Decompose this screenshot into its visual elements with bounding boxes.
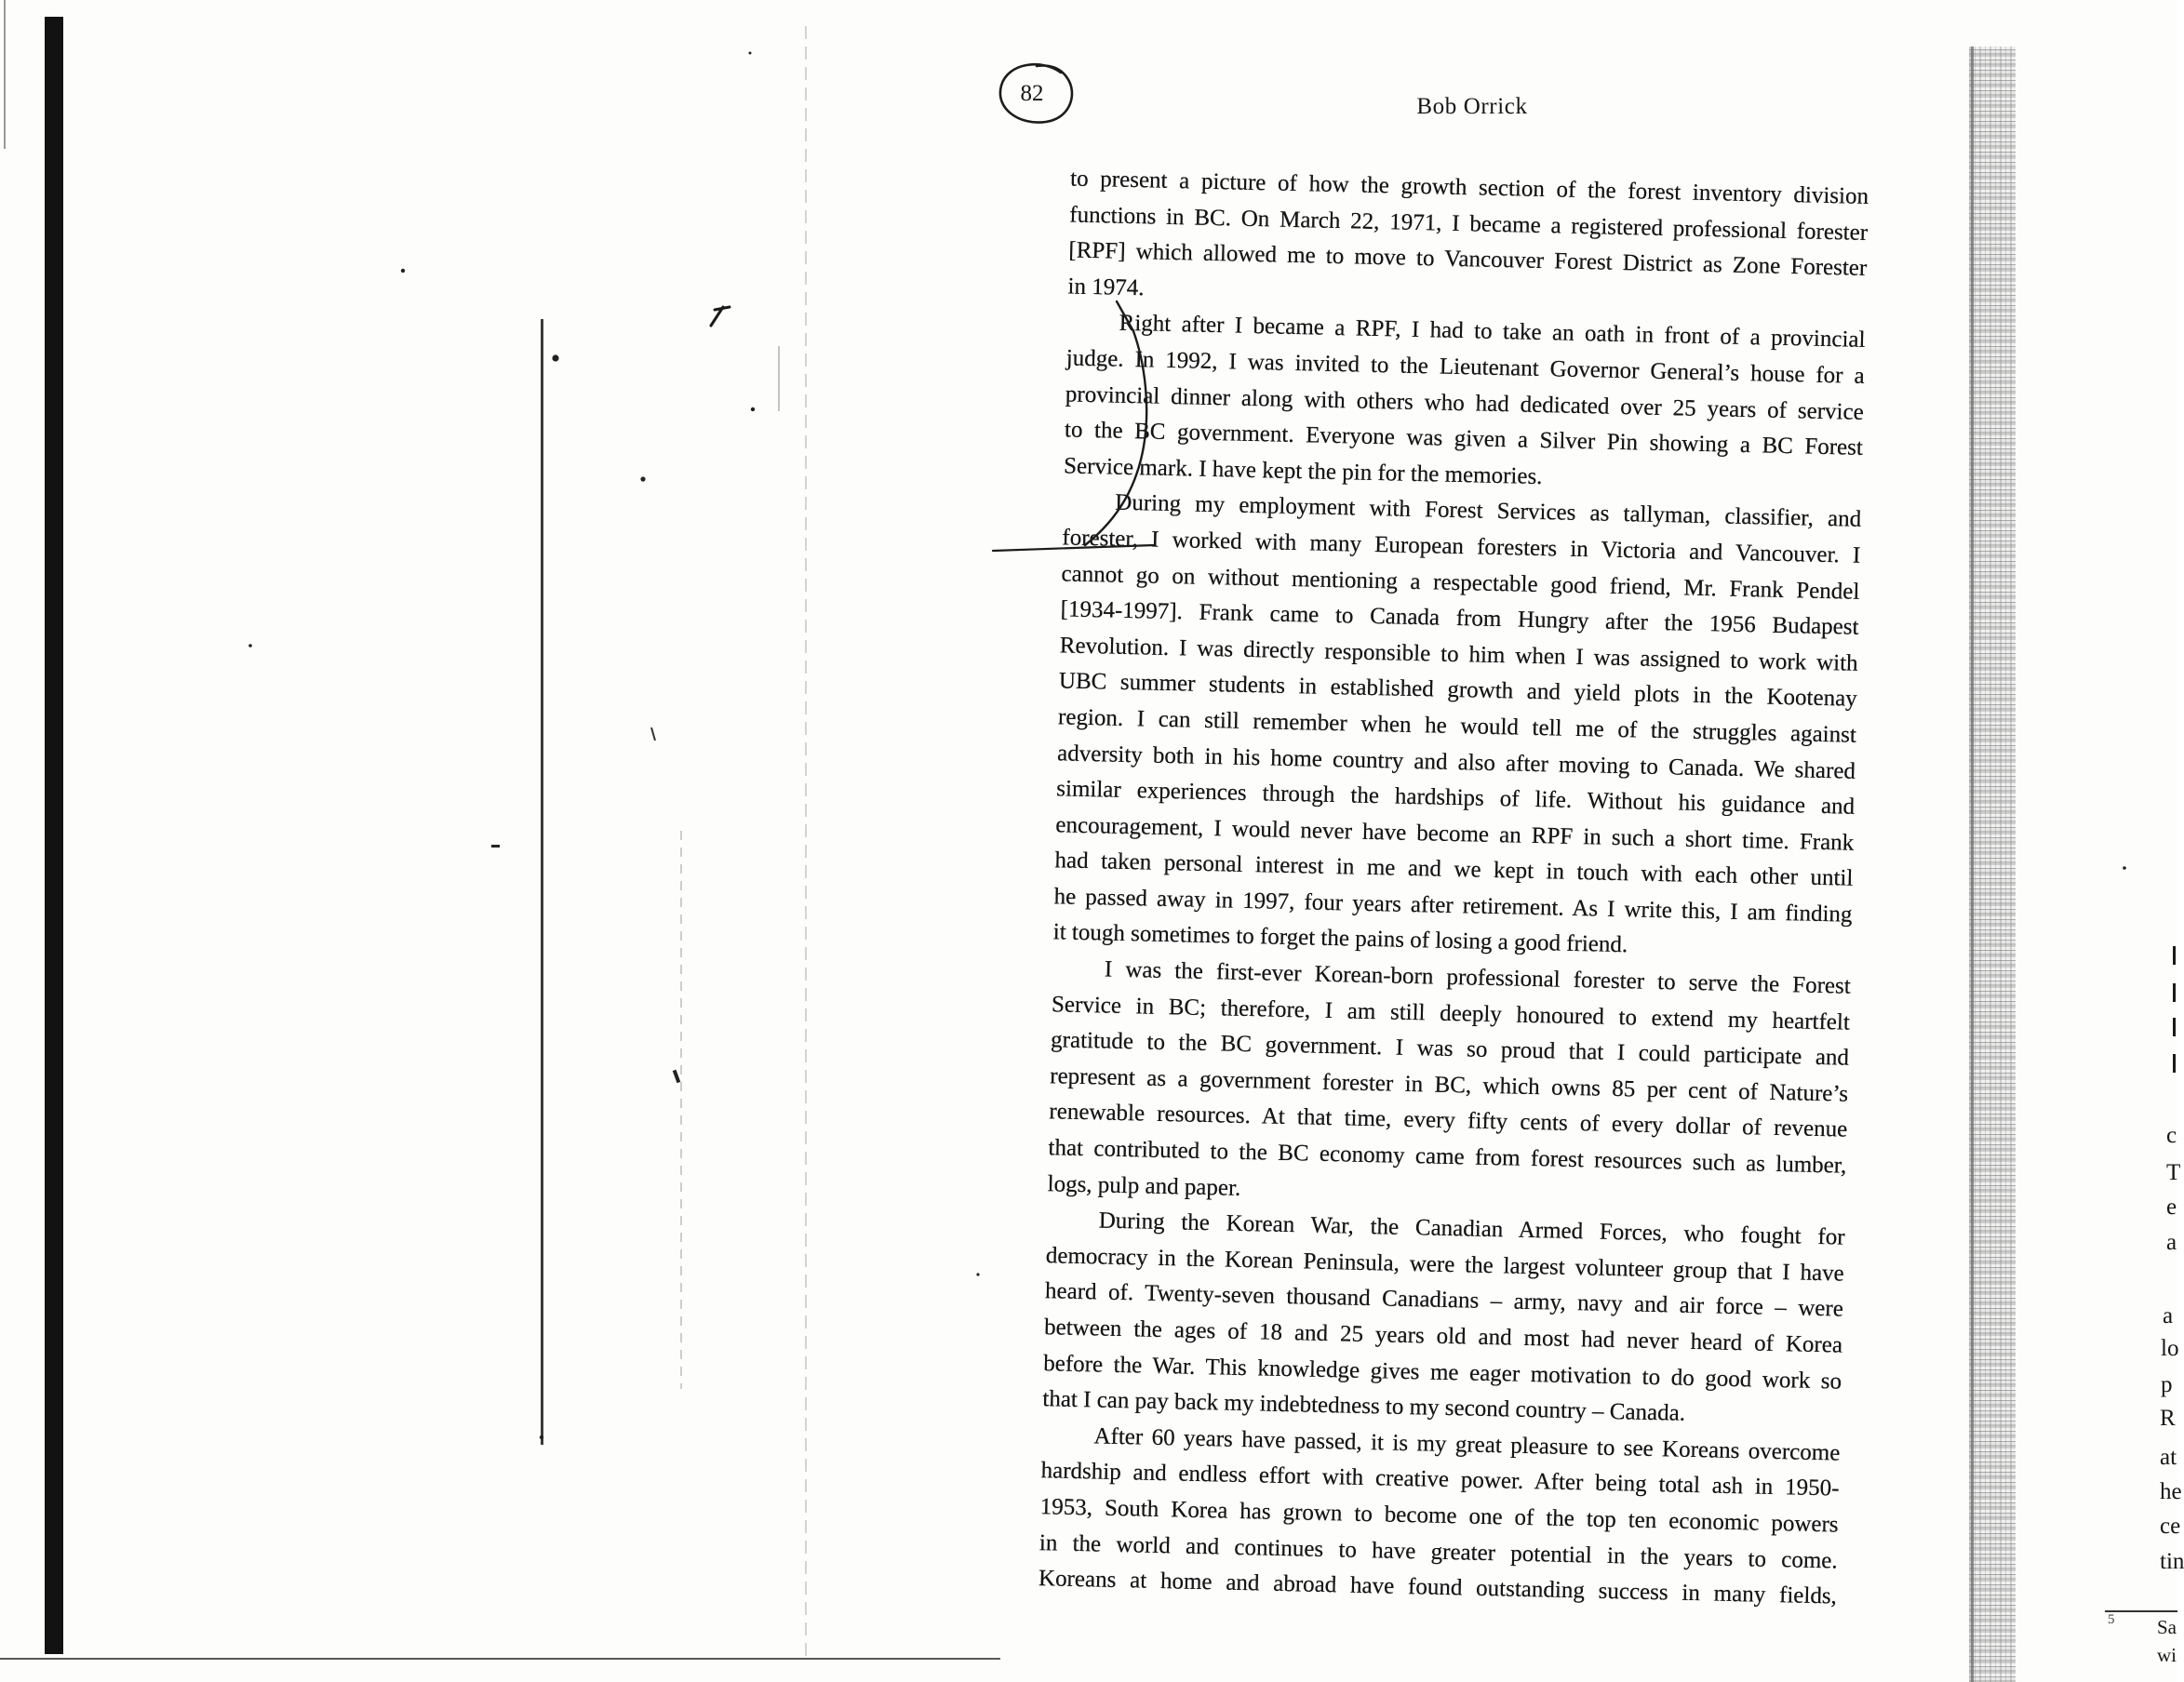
text-line: gratitude to the BC government. I was so proud that I could participate and — [1050, 1027, 1850, 1071]
running-head-author: Bob Orrick — [1416, 94, 1528, 119]
text-line: [RPF] which allowed me to move to Vancouver Forest District as Zone Forester — [1068, 237, 1868, 282]
scan-speck — [552, 354, 558, 361]
cut-off-text: he — [2160, 1479, 2182, 1504]
scan-speck — [749, 52, 752, 55]
text-line: Koreans at home and abroad have found outstanding success in many fields, — [1038, 1566, 1838, 1609]
paragraph — [1052, 485, 1861, 969]
cut-off-text: c — [2166, 1123, 2177, 1148]
cut-off-text: a — [2166, 1230, 2177, 1255]
paragraph — [1047, 951, 1851, 1221]
book-gutter — [1969, 47, 2016, 1682]
text-line: functions in BC. On March 22, 1971, I became a registered professional forester — [1069, 202, 1869, 246]
scan-bottom-edge — [0, 1658, 1000, 1660]
cut-off-text: tin — [2160, 1549, 2184, 1574]
text-line: to the BC government. Everyone was given a Silver Pin showing a BC Forest — [1064, 417, 1864, 461]
scan-black-border — [45, 17, 63, 1654]
text-line: it tough sometimes to forget the pains of losing a good friend. — [1052, 919, 1628, 958]
scan-faint-line — [805, 26, 807, 1663]
text-line: cannot go on without mentioning a respectable good friend, Mr. Frank Pendel — [1061, 560, 1860, 605]
cut-off-text: lo — [2161, 1336, 2179, 1361]
text-line: represent as a government forester in BC, which owns 85 per cent of Nature’s — [1050, 1063, 1849, 1107]
paragraph — [1038, 1418, 1841, 1615]
scan-speck — [491, 845, 500, 848]
footnote-marker: 5 — [2108, 1612, 2115, 1627]
cut-off-footnote-text: wi — [2157, 1644, 2177, 1666]
scan-speck — [640, 476, 645, 481]
text-line: logs, pulp and paper. — [1047, 1170, 1241, 1201]
scan-faint-line — [680, 831, 682, 1389]
paragraph — [1042, 1202, 1845, 1435]
scan-arrow-speck — [711, 307, 730, 326]
scan-speck — [751, 407, 755, 411]
paragraph — [1064, 305, 1866, 502]
text-line: before the War. This knowledge gives me eager motivation to do good work so — [1043, 1350, 1842, 1395]
text-line: After 60 years have passed, it is my great pleasure to see Koreans overcome — [1093, 1423, 1841, 1466]
scan-speck — [651, 728, 655, 741]
text-line: in the world and continues to have greater potential in the years to come. — [1038, 1529, 1839, 1574]
text-line: heard of. Twenty-seven thousand Canadians – army, navy and air force – were — [1044, 1278, 1844, 1323]
cut-off-footnote-text: Sa — [2157, 1616, 2177, 1638]
text-line: region. I can still remember when he would tell me of the struggles against — [1057, 704, 1857, 748]
paragraph — [1067, 161, 1869, 323]
text-line: renewable resources. At that time, every fifty cents of every dollar of revenue — [1049, 1099, 1848, 1143]
scan-fold-line — [541, 319, 543, 1445]
text-line: similar experiences through the hardships of life. Without his guidance and — [1056, 776, 1856, 820]
cut-off-text: p — [2161, 1372, 2173, 1397]
cut-off-glyph-stroke — [2173, 1054, 2176, 1073]
text-line: provincial dinner along with others who had dedicated over 25 years of service — [1065, 380, 1865, 425]
text-line: UBC summer students in established growth and yield plots in the Kootenay — [1058, 668, 1858, 713]
scan-faint-line — [778, 346, 780, 411]
page-number: 82 — [1020, 81, 1044, 106]
text-line: democracy in the Korean Peninsula, were the largest volunteer group that I have — [1045, 1242, 1845, 1287]
text-line: hardship and endless effort with creative power. After being total ash in 1950- — [1040, 1458, 1840, 1502]
cut-off-text: at — [2160, 1445, 2177, 1470]
text-line: Service in BC; therefore, I am still deeply honoured to extend my heartfelt — [1051, 991, 1851, 1035]
text-line: judge. In 1992, I was invited to the Lieutenant Governor General’s house for a — [1065, 345, 1865, 389]
text-line: in 1974. — [1067, 274, 1145, 301]
scan-speck — [248, 644, 252, 647]
text-line: 1953, South Korea has grown to become one of the top ten economic powers — [1039, 1494, 1839, 1538]
text-line: he passed away in 1997, four years after retirement. As I write this, I am finding — [1053, 884, 1853, 928]
text-line: adversity both in his home country and also after moving to Canada. We shared — [1056, 740, 1856, 784]
text-line: Revolution. I was directly responsible to him when I was assigned to work with — [1059, 633, 1858, 676]
cut-off-text: ce — [2160, 1514, 2181, 1539]
text-line: between the ages of 18 and 25 years old and most had never heard of Korea — [1043, 1315, 1843, 1358]
text-line: forester, I worked with many European foresters in Victoria and Vancouver. I — [1062, 525, 1861, 568]
text-line: Service mark. I have kept the pin for the memories. — [1063, 453, 1543, 489]
text-line: encouragement, I would never have become an RPF in such a short time. Frank — [1055, 811, 1855, 856]
cut-off-glyph-stroke — [2173, 1018, 2176, 1036]
scan-speck — [673, 1070, 681, 1084]
text-line: During the Korean War, the Canadian Armed Forces, who fought for — [1098, 1208, 1845, 1250]
book-gutter-edge — [1971, 47, 1974, 1682]
cut-off-text: R — [2160, 1406, 2176, 1431]
body-text — [1038, 161, 1869, 1615]
text-line: During my employment with Forest Services as tallyman, classifier, and — [1115, 489, 1862, 533]
cut-off-glyph-stroke — [2173, 946, 2176, 965]
cut-off-text: a — [2163, 1303, 2174, 1328]
text-line: I was the first-ever Korean-born professional forester to serve the Forest — [1104, 956, 1852, 999]
cut-off-text: e — [2166, 1195, 2177, 1220]
text-line: to present a picture of how the growth section of the forest inventory division — [1069, 166, 1869, 209]
cut-off-glyph-stroke — [2173, 983, 2176, 1002]
facing-page-fragments — [2150, 0, 2184, 1682]
text-line: that I can pay back my indebtedness to my second country – Canada. — [1042, 1386, 1686, 1426]
text-line: Right after I became a RPF, I had to take an oath in front of a provincial — [1119, 311, 1866, 354]
text-line: that contributed to the BC economy came from forest resources such as lumber, — [1048, 1135, 1847, 1179]
scan-speck — [976, 1273, 979, 1275]
text-line: [1934-1997]. Frank came to Canada from Hungry after the 1956 Budapest — [1060, 596, 1859, 640]
scan-edge-line — [4, 0, 6, 149]
scan-speck — [2123, 866, 2126, 870]
scan-speck — [401, 269, 405, 273]
footnote-rule — [2105, 1610, 2177, 1612]
cut-off-text: T — [2166, 1160, 2181, 1185]
text-line: had taken personal interest in me and we kept in touch with each other until — [1054, 848, 1854, 892]
